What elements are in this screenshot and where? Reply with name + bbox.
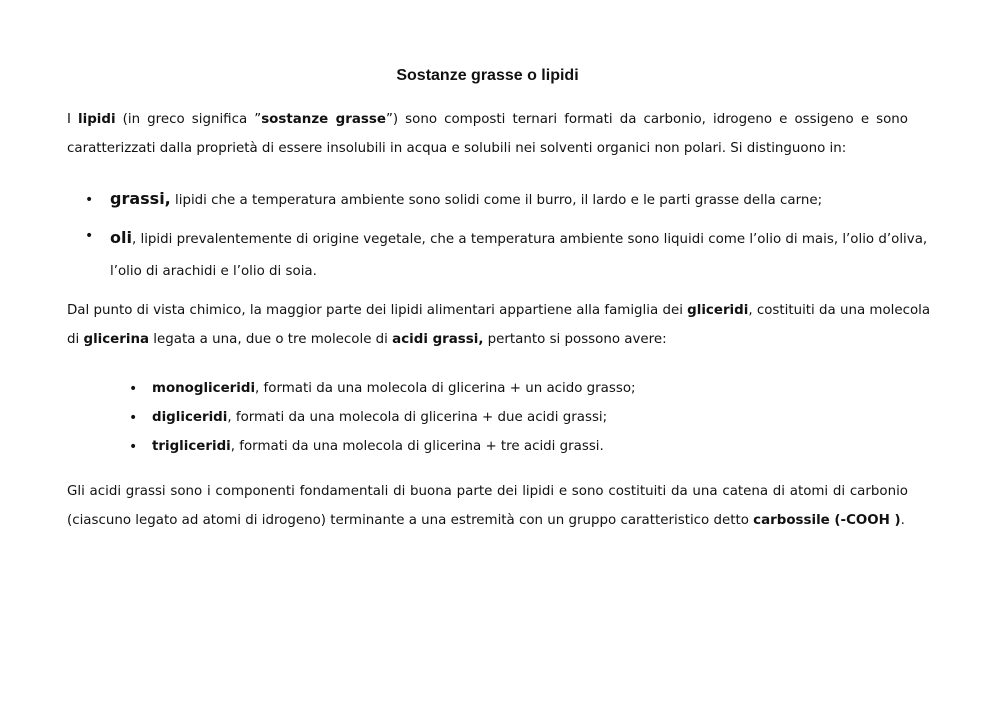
list-item bbox=[67, 222, 928, 288]
text: (ciascuno legato ad atomi di idrogeno) terminante a una estremità con un gruppo caratteristico detto bbox=[67, 512, 754, 528]
text: I bbox=[67, 112, 79, 127]
term-gliceridi: gliceridi bbox=[687, 303, 749, 318]
text: pertanto si possono avere: bbox=[483, 331, 667, 347]
page-title: Sostanze grasse o lipidi bbox=[396, 67, 579, 84]
term-description: , formati da una molecola di glicerina + tre acidi grassi. bbox=[230, 439, 604, 454]
intro-paragraph bbox=[67, 106, 908, 163]
text: ”) sono composti ternari formati da carbonio, idrogeno e ossigeno e sono bbox=[385, 112, 908, 127]
term-grassi: grassi, bbox=[110, 189, 171, 208]
lipid-types-list bbox=[67, 186, 928, 288]
term-description: , formati da una molecola di glicerina + un acido grasso; bbox=[255, 381, 636, 396]
text: , costituiti da una molecola bbox=[748, 303, 931, 318]
term-description: , lipidi prevalentemente di origine vegetale, che a temperatura ambiente sono liquidi come l’olio di mais, l’olio d’oliva, bbox=[131, 232, 928, 247]
fatty-acids-paragraph bbox=[67, 478, 908, 535]
text: Dal punto di vista chimico, la maggior parte dei lipidi alimentari appartiene alla famiglia dei bbox=[67, 303, 688, 318]
term-trigliceridi: trigliceridi bbox=[152, 439, 231, 454]
bullet-icon: • bbox=[85, 192, 94, 208]
fatty-acids-line-1: Gli acidi grassi sono i componenti fondamentali di buona parte dei lipidi e sono costituiti da una catena di atomi di carbonio bbox=[67, 484, 908, 499]
chemistry-line-1 bbox=[67, 297, 931, 326]
intro-line-1 bbox=[67, 106, 908, 135]
oli-line-1 bbox=[110, 222, 928, 256]
list-item bbox=[67, 403, 767, 432]
chemistry-line-2 bbox=[67, 326, 908, 355]
list-item bbox=[67, 374, 767, 403]
fatty-acids-line-2 bbox=[67, 507, 908, 536]
term-oli: oli bbox=[110, 228, 132, 247]
list-item bbox=[67, 186, 908, 222]
glycerides-list bbox=[67, 374, 767, 461]
bullet-icon: • bbox=[129, 439, 138, 455]
intro-line-2: caratterizzati dalla proprietà di essere insolubili in acqua e solubili nei solventi organici non polari. Si distinguono in: bbox=[67, 140, 847, 156]
term-description: lipidi che a temperatura ambiente sono solidi come il burro, il lardo e le parti grasse della carne; bbox=[170, 193, 823, 208]
text: legata a una, due o tre molecole di bbox=[149, 331, 393, 347]
text: di bbox=[67, 331, 84, 347]
oli-line-2: l’olio di arachidi e l’olio di soia. bbox=[110, 264, 317, 279]
term-sostanze-grasse: sostanze grasse bbox=[261, 112, 386, 127]
term-glicerina: glicerina bbox=[83, 331, 150, 347]
term-lipidi: lipidi bbox=[78, 112, 116, 127]
chemistry-paragraph bbox=[67, 297, 931, 354]
term-acidi-grassi: acidi grassi, bbox=[392, 331, 484, 347]
bullet-icon: • bbox=[129, 410, 138, 426]
term-digliceridi: digliceridi bbox=[152, 410, 228, 425]
term-description: , formati da una molecola di glicerina + due acidi grassi; bbox=[227, 410, 608, 425]
bullet-icon: • bbox=[129, 381, 138, 397]
term-carbossile: carbossile (-COOH ) bbox=[753, 512, 901, 528]
list-item bbox=[67, 432, 767, 461]
term-monogliceridi: monogliceridi bbox=[152, 381, 256, 396]
text: (in greco significa ” bbox=[115, 112, 262, 127]
bullet-icon: • bbox=[85, 228, 94, 244]
text: . bbox=[900, 512, 905, 528]
